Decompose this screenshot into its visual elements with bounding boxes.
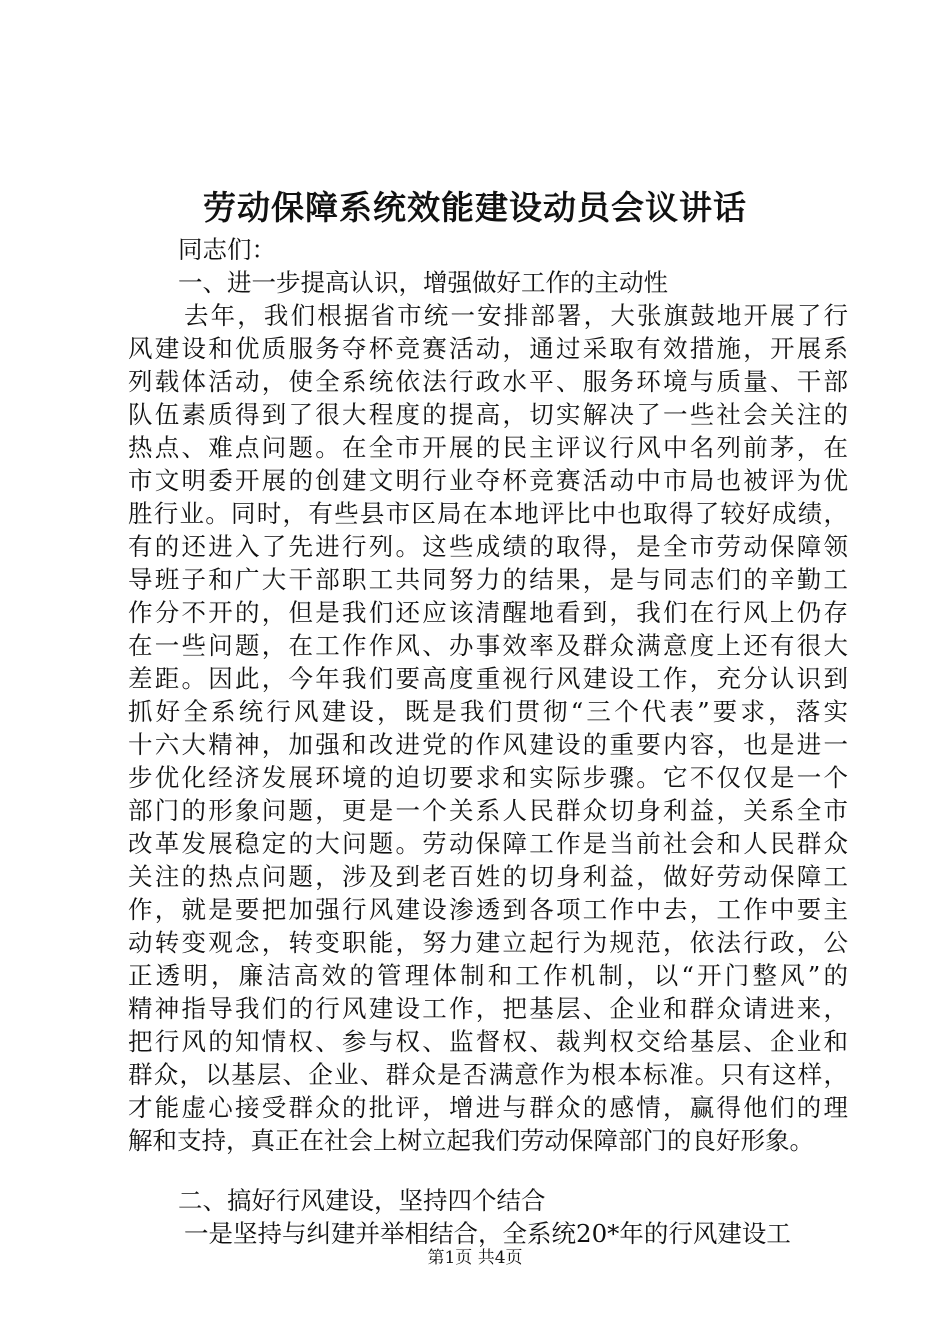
paragraph-line: 列载体活动，使全系统依法行政水平、服务环境与质量、干部	[128, 367, 848, 396]
page-number: 第1页 共4页	[427, 1248, 523, 1268]
paragraph-line: 作分不开的，但是我们还应该清醒地看到，我们在行风上仍存	[128, 598, 848, 627]
paragraph-line: 有的还进入了先进行列。这些成绩的取得，是全市劳动保障领	[128, 532, 848, 561]
paragraph-line: 正透明，廉洁高效的管理体制和工作机制，以“开门整风”的	[128, 961, 848, 990]
paragraph-line: 改革发展稳定的大问题。劳动保障工作是当前社会和人民群众	[128, 829, 848, 858]
paragraph-line: 才能虚心接受群众的批评，增进与群众的感情，赢得他们的理	[128, 1093, 848, 1122]
paragraph-spacer	[128, 1157, 848, 1184]
paragraph-line: 群众，以基层、企业、群众是否满意作为根本标准。只有这样，	[128, 1060, 848, 1089]
paragraph-line: 动转变观念，转变职能，努力建立起行为规范，依法行政，公	[128, 928, 848, 957]
paragraph-line: 胜行业。同时，有些县市区局在本地评比中也取得了较好成绩，	[128, 499, 848, 528]
paragraph-line: 热点、难点问题。在全市开展的民主评议行风中名列前茅，在	[128, 433, 848, 462]
paragraph-line: 关注的热点问题，涉及到老百姓的切身利益，做好劳动保障工	[128, 862, 848, 891]
paragraph-line: 把行风的知情权、参与权、监督权、裁判权交给基层、企业和	[128, 1027, 848, 1056]
paragraph-line: 精神指导我们的行风建设工作，把基层、企业和群众请进来，	[128, 994, 848, 1023]
paragraph-line: 部门的形象问题，更是一个关系人民群众切身利益，关系全市	[128, 796, 848, 825]
paragraph-line: 步优化经济发展环境的迫切要求和实际步骤。它不仅仅是一个	[128, 763, 848, 792]
paragraph-line: 差距。因此，今年我们要高度重视行风建设工作，充分认识到	[128, 664, 848, 693]
document-title: 劳动保障系统效能建设动员会议讲话	[203, 188, 747, 227]
section-heading-2: 二、搞好行风建设，坚持四个结合	[178, 1186, 546, 1215]
paragraph-line: 去年，我们根据省市统一安排部署，大张旗鼓地开展了行	[184, 301, 848, 330]
paragraph-line: 作，就是要把加强行风建设渗透到各项工作中去，工作中要主	[128, 895, 848, 924]
paragraph-2-line: 一是坚持与纠建并举相结合，全系统20*年的行风建设工	[184, 1219, 791, 1248]
paragraph-line: 队伍素质得到了很大程度的提高，切实解决了一些社会关注的	[128, 400, 848, 429]
section-heading-1: 一、进一步提高认识，增强做好工作的主动性	[178, 268, 668, 297]
paragraph-1	[128, 299, 848, 1157]
paragraph-line: 十六大精神，加强和改进党的作风建设的重要内容，也是进一	[128, 730, 848, 759]
salutation: 同志们：	[178, 235, 276, 264]
paragraph-line: 抓好全系统行风建设，既是我们贯彻“三个代表”要求，落实	[128, 697, 848, 726]
document-body	[128, 233, 848, 1250]
paragraph-line: 在一些问题，在工作作风、办事效率及群众满意度上还有很大	[128, 631, 848, 660]
paragraph-line: 风建设和优质服务夺杯竞赛活动，通过采取有效措施，开展系	[128, 334, 848, 363]
paragraph-line: 解和支持，真正在社会上树立起我们劳动保障部门的良好形象。	[128, 1126, 814, 1155]
paragraph-line: 市文明委开展的创建文明行业夺杯竞赛活动中市局也被评为优	[128, 466, 848, 495]
paragraph-line: 导班子和广大干部职工共同努力的结果，是与同志们的辛勤工	[128, 565, 848, 594]
